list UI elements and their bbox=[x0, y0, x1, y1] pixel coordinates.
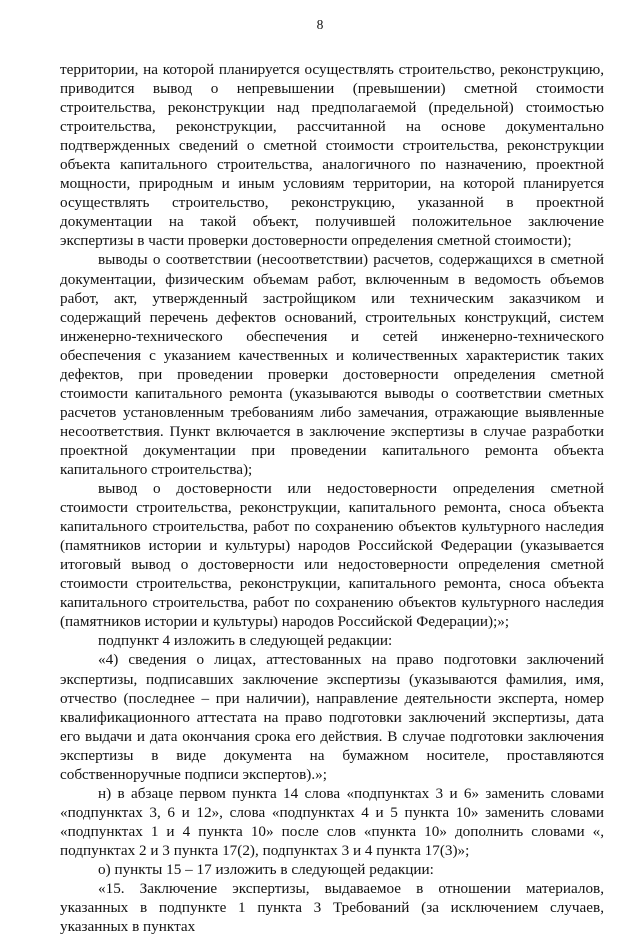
paragraph-conclusions-estimate: выводы о соответствии (несоответствии) расчетов, содержащихся в сметной документации, физическим объемам работ, включенным в ведомость объемов работ, акт, утвержденный застройщиком или техническим заказчиком и содержащий перечень дефектов оснований, строительных конструкций, систем инженерно-технического обеспечения и сетей инженерно-технического обеспечения с указанием качественных и количественных характеристик таких дефектов, при проведении проверки достоверности определения сметной стоимости капитального ремонта (указываются выводы о соответствии сметных расчетов установленным требованиям либо замечания, отражающие выявленные несоответствия. Пункт включается в заключение экспертизы в случае разработки проектной документации при проведении капитального ремонта объекта капитального строительства); bbox=[60, 251, 604, 478]
paragraph-subpoint-4-text: «4) сведения о лицах, аттестованных на право подготовки заключений экспертизы, подписавших заключение экспертизы (указываются фамилия, имя, отчество (последнее – при наличии), направление деятельности эксперта, номер квалификационного аттестата на право подготовки заключений экспертизы, дата его выдачи и дата окончания срока его действия. В случае подготовки заключения экспертизы в виде документа на бумажном носителе, проставляются собственноручные подписи экспертов).»; bbox=[60, 651, 604, 783]
paragraph-item-n: н) в абзаце первом пункта 14 слова «подпунктах 3 и 6» заменить словами «подпунктах 3, 6 и 12», слова «подпунктах 4 и 5 пункта 10» заменить словами «подпунктах 1 и 4 пункта 10» после слов «пункта 10» дополнить словами «, подпунктах 2 и 3 пункта 17(2), подпунктах 3 и 4 пункта 17(3)»; bbox=[60, 784, 604, 859]
paragraph-item-o: о) пункты 15 – 17 изложить в следующей редакции: bbox=[98, 860, 434, 878]
paragraph-point-15: «15. Заключение экспертизы, выдаваемое в отношении материалов, указанных в подпункте 1 пункта 3 Требований (за исключением случаев, указанных в пунктах bbox=[60, 880, 604, 936]
paragraph-subpoint-4-intro: подпункт 4 изложить в следующей редакции: bbox=[98, 632, 393, 650]
document-body bbox=[60, 60, 604, 936]
paragraph-conclusion-reliability: вывод о достоверности или недостоверности определения сметной стоимости строительства, реконструкции, капитального ремонта, сноса объекта капитального строительства, работ по сохранению объектов культурного наследия (памятников истории и культуры) народов Российской Федерации (указывается итоговый вывод о достоверности или недостоверности определения сметной стоимости строительства, реконструкции, капитального ремонта, сноса объекта капитального строительства, работ по сохранению объектов культурного наследия (памятников истории и культуры) народов Российской Федерации);»; bbox=[60, 480, 604, 631]
page-number: 8 bbox=[316, 17, 324, 32]
paragraph-continuation: территории, на которой планируется осуществлять строительство, реконструкцию, приводится вывод о непревышении (превышении) сметной стоимости строительства, реконструкции над предполагаемой (предельной) стоимостью строительства, реконструкции, рассчитанной на основе документально подтвержденных сведений о сметной стоимости строительства, реконструкции объекта капитального строительства, аналогичного по назначению, проектной мощности, природным и иным условиям территории, на которой планируется осуществлять строительство, реконструкцию, указанной в проектной документации на такой объект, получившей положительное заключение экспертизы в части проверки достоверности определения сметной стоимости); bbox=[60, 61, 604, 250]
